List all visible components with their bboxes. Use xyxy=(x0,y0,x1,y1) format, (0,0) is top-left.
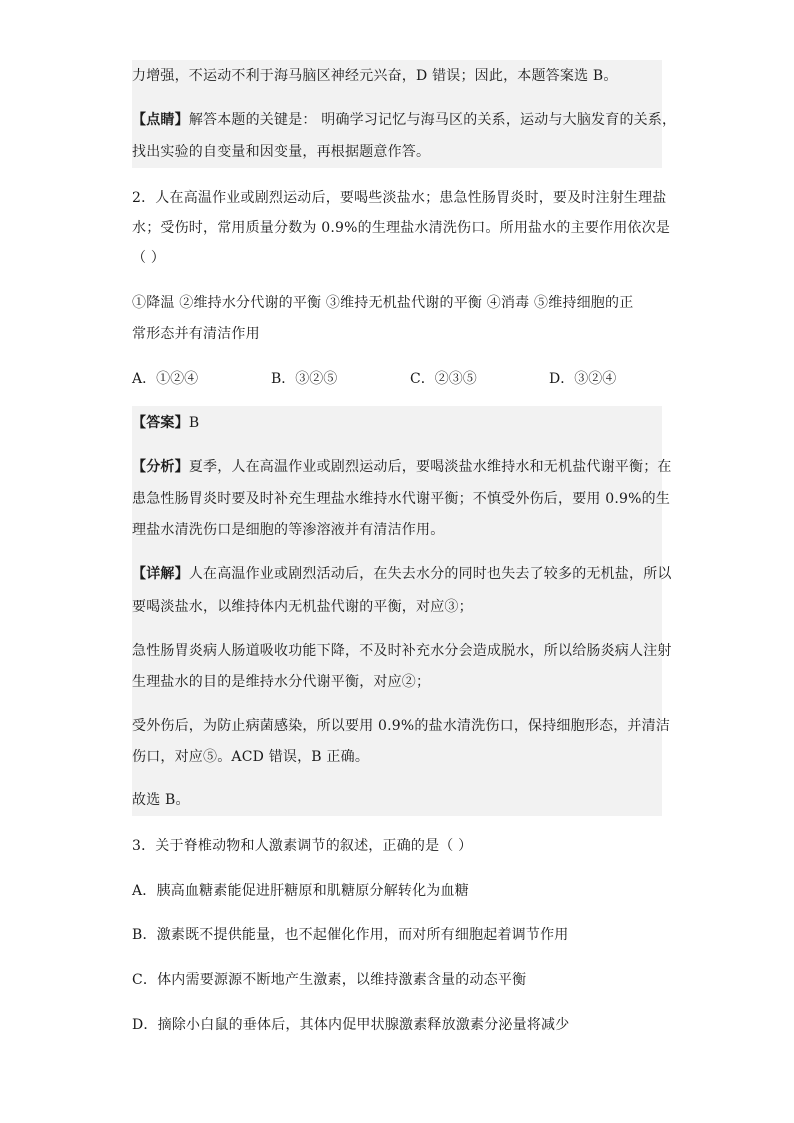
q2-solution-block xyxy=(132,406,672,816)
q2-option-d: D．③②④ xyxy=(549,371,617,387)
q2-analysis-line-2: 患急性肠胃炎时要及时补充生理盐水维持水代谢平衡；不慎受外伤后，要用 0.9%的生 xyxy=(132,491,671,507)
answer-tag: 【答案】 xyxy=(132,415,189,431)
dianjing-text-1: 解答本题的关键是： 明确学习记忆与海马区的关系，运动与大脑发育的关系， xyxy=(188,112,677,128)
q2-analysis-line-3: 理盐水清洗伤口是细胞的等渗溶液并有清洁作用。 xyxy=(132,522,445,538)
q2-option-c: C．②③⑤ xyxy=(410,371,477,387)
q3-option-c: C．体内需要源源不断地产生激素，以维持激素含量的动态平衡 xyxy=(132,972,527,988)
dianjing-line-1 xyxy=(132,112,676,128)
detail-text-1: 人在高温作业或剧烈活动后，在失去水分的同时也失去了较多的无机盐，所以 xyxy=(188,566,672,582)
q2-analysis-line-1 xyxy=(132,459,672,475)
question-3 xyxy=(132,830,662,1040)
q2-option-a: A．①②④ xyxy=(132,371,199,387)
detail-tag: 【详解】 xyxy=(132,566,189,582)
q2-detail-line-1 xyxy=(132,566,672,582)
q2-conclusion: 故选 B。 xyxy=(132,792,190,808)
q3-option-b: B．激素既不提供能量，也不起催化作用，而对所有细胞起着调节作用 xyxy=(132,927,569,943)
q2-detail-line-6: 伤口，对应⑤。ACD 错误，B 正确。 xyxy=(132,749,370,765)
q2-stem-line-2: 水；受伤时，常用质量分数为 0.9%的生理盐水清洗伤口。所用盐水的主要作用依次是 xyxy=(132,220,671,236)
q3-option-a: A．胰高血糖素能促进肝糖原和肌糖原分解转化为血糖 xyxy=(132,883,469,899)
q2-option-b: B．③②⑤ xyxy=(271,371,338,387)
q2-stem-line-1: 2．人在高温作业或剧烈运动后，要喝些淡盐水；患急性肠胃炎时，要及时注射生理盐 xyxy=(132,190,667,206)
analysis-text-1: 夏季，人在高温作业或剧烈运动后，要喝淡盐水维持水和无机盐代谢平衡；在 xyxy=(188,459,672,475)
dianjing-line-2: 找出实验的自变量和因变量，再根据题意作答。 xyxy=(132,144,431,160)
q2-items-line-1: ①降温 ②维持水分代谢的平衡 ③维持无机盐代谢的平衡 ④消毒 ⑤维持细胞的正 xyxy=(132,295,634,311)
q2-detail-line-5: 受外伤后，为防止病菌感染，所以要用 0.9%的盐水清洗伤口，保持细胞形态，并清洁 xyxy=(132,718,671,734)
dianjing-tag: 【点睛】 xyxy=(132,112,189,128)
question-2 xyxy=(132,180,671,400)
q2-answer-line xyxy=(132,415,199,431)
q2-detail-line-2: 要喝淡盐水，以维持体内无机盐代谢的平衡，对应③； xyxy=(132,599,473,615)
q2-detail-line-4: 生理盐水的目的是维持水分代谢平衡，对应②； xyxy=(132,674,431,690)
prev-explanation-block xyxy=(132,60,677,168)
analysis-tag: 【分析】 xyxy=(132,459,189,475)
q3-stem: 3．关于脊椎动物和人激素调节的叙述，正确的是（ ） xyxy=(132,838,473,854)
prev-explanation-line: 力增强，不运动不利于海马脑区神经元兴奋，D 错误；因此，本题答案选 B。 xyxy=(132,68,618,84)
q3-option-d: D．摘除小白鼠的垂体后，其体内促甲状腺激素释放激素分泌量将减少 xyxy=(132,1017,570,1033)
q2-detail-line-3: 急性肠胃炎病人肠道吸收功能下降，不及时补充水分会造成脱水，所以给肠炎病人注射 xyxy=(132,643,672,659)
q2-items-line-2: 常形态并有清洁作用 xyxy=(132,326,260,342)
answer-value: B xyxy=(188,415,200,431)
q2-stem-line-3: （ ） xyxy=(132,250,166,266)
